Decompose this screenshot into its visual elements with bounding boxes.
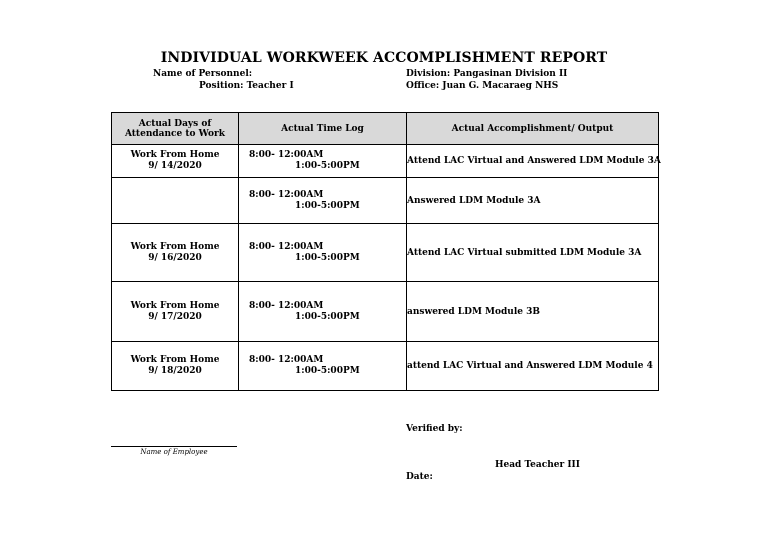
attendance-cell — [112, 178, 239, 224]
personnel-name-label: Name of Personnel: — [153, 69, 253, 79]
head-teacher-label: Head Teacher III — [495, 460, 580, 470]
time-afternoon: 1:00-5:00PM — [295, 252, 360, 263]
office-label: Office: Juan G. Macaraeg NHS — [406, 81, 559, 91]
attendance-type: Work From Home — [130, 150, 220, 160]
attendance-cell — [112, 224, 239, 282]
output-cell: Answered LDM Module 3A — [407, 178, 659, 224]
time-morning: 8:00- 12:00AM — [249, 189, 324, 200]
time-morning: 8:00- 12:00AM — [249, 241, 324, 252]
table-row — [112, 224, 659, 282]
attendance-date: 9/ 14/2020 — [148, 161, 202, 171]
employee-name-caption: Name of Employee — [140, 448, 208, 456]
table-row — [112, 145, 659, 178]
table-header-row — [112, 113, 659, 145]
table-row — [112, 178, 659, 224]
table-row — [112, 342, 659, 391]
attendance-cell — [112, 342, 239, 391]
verified-by-label: Verified by: — [406, 424, 463, 434]
position-label: Position: Teacher I — [199, 81, 294, 91]
time-afternoon: 1:00-5:00PM — [295, 366, 360, 376]
attendance-type: Work From Home — [130, 355, 220, 365]
time-log-cell — [239, 224, 407, 282]
attendance-type: Work From Home — [130, 300, 220, 311]
output-cell: attend LAC Virtual and Answered LDM Module 4 — [407, 342, 659, 391]
time-morning: 8:00- 12:00AM — [249, 150, 324, 160]
attendance-date: 9/ 16/2020 — [148, 252, 202, 263]
time-log-cell — [239, 342, 407, 391]
division-label: Division: Pangasinan Division II — [406, 69, 568, 79]
time-log-cell — [239, 145, 407, 178]
time-afternoon: 1:00-5:00PM — [295, 161, 360, 171]
accomplishment-table — [111, 112, 659, 391]
attendance-type: Work From Home — [130, 241, 220, 252]
column-header-days: Actual Days of Attendance to Work — [112, 113, 239, 145]
table-row — [112, 282, 659, 342]
attendance-cell — [112, 282, 239, 342]
time-morning: 8:00- 12:00AM — [249, 300, 324, 311]
attendance-date: 9/ 18/2020 — [148, 366, 202, 376]
time-log-cell — [239, 178, 407, 224]
time-morning: 8:00- 12:00AM — [249, 355, 324, 365]
output-cell: answered LDM Module 3B — [407, 282, 659, 342]
time-afternoon: 1:00-5:00PM — [295, 200, 360, 211]
column-header-time-log: Actual Time Log — [239, 113, 407, 145]
output-cell: Attend LAC Virtual and Answered LDM Module 3A — [407, 145, 659, 178]
employee-signature-line — [111, 446, 237, 447]
time-afternoon: 1:00-5:00PM — [295, 311, 360, 322]
date-label: Date: — [406, 472, 433, 482]
column-header-output: Actual Accomplishment/ Output — [407, 113, 659, 145]
report-title: INDIVIDUAL WORKWEEK ACCOMPLISHMENT REPORT — [160, 50, 608, 66]
attendance-cell — [112, 145, 239, 178]
output-cell: Attend LAC Virtual submitted LDM Module 3A — [407, 224, 659, 282]
attendance-date: 9/ 17/2020 — [148, 311, 202, 322]
time-log-cell — [239, 282, 407, 342]
